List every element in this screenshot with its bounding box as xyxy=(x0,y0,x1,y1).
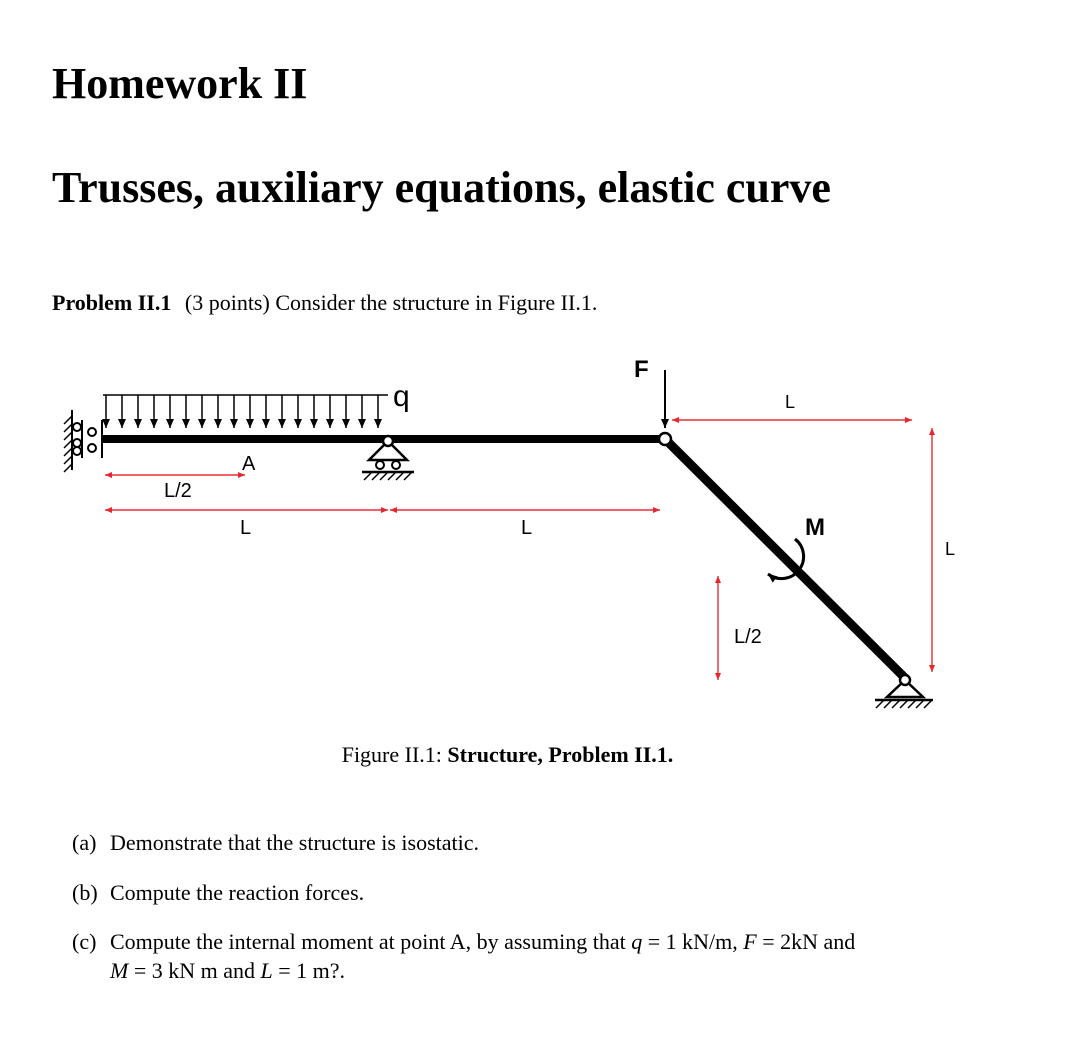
question-c-label: (c) xyxy=(72,929,97,954)
homework-title: Homework II xyxy=(52,59,308,108)
l-value: = 1 m?. xyxy=(272,958,346,983)
question-c xyxy=(72,929,855,955)
figure-caption xyxy=(0,742,1015,768)
wall-hatch xyxy=(64,410,72,472)
problem-points: (3 points) xyxy=(184,290,270,315)
dim-label-l-right: L xyxy=(945,539,956,559)
dim-label-l-left: L xyxy=(240,517,252,539)
load-label-q: q xyxy=(393,380,410,413)
pin-support-bottom xyxy=(875,675,933,708)
m-symbol: M xyxy=(110,958,129,983)
dimension-lines xyxy=(105,420,932,680)
q-symbol: q xyxy=(631,929,643,954)
dim-label-half-left: L/2 xyxy=(164,480,192,502)
caption-title: Structure, Problem II.1. xyxy=(447,742,674,767)
question-b-text: Compute the reaction forces. xyxy=(110,880,365,905)
question-a-text: Demonstrate that the structure is isostatic. xyxy=(110,830,480,855)
question-a xyxy=(72,830,479,856)
l-symbol: L xyxy=(260,958,273,983)
question-c-continuation xyxy=(110,958,345,984)
dim-label-l-middle: L xyxy=(521,517,533,539)
problem-statement xyxy=(52,290,597,316)
q-value: = 1 kN/m, xyxy=(642,929,744,954)
force-label-f: F xyxy=(634,356,649,383)
dim-label-half-right: L/2 xyxy=(734,626,762,648)
question-c-text: Compute the internal moment at point A, by assuming that xyxy=(110,929,626,954)
point-label-a: A xyxy=(242,453,256,475)
structure-figure xyxy=(0,340,1000,735)
caption-prefix: Figure II.1: xyxy=(341,742,442,767)
sliding-clamp-support xyxy=(73,420,102,458)
internal-hinge xyxy=(659,433,671,445)
problem-text: Consider the structure in Figure II.1. xyxy=(275,290,598,315)
homework-subtitle: Trusses, auxiliary equations, elastic curve xyxy=(52,163,831,212)
inclined-member xyxy=(665,439,905,678)
moment-label-m: M xyxy=(805,514,825,541)
problem-label: Problem II.1 xyxy=(52,290,172,315)
m-value: = 3 kN m and xyxy=(128,958,261,983)
question-b xyxy=(72,880,364,906)
question-b-label: (b) xyxy=(72,880,98,905)
f-symbol: F xyxy=(743,929,757,954)
f-value: = 2kN and xyxy=(756,929,856,954)
question-a-label: (a) xyxy=(72,830,97,855)
distributed-load xyxy=(103,395,388,428)
dim-label-l-top-right: L xyxy=(785,392,796,412)
